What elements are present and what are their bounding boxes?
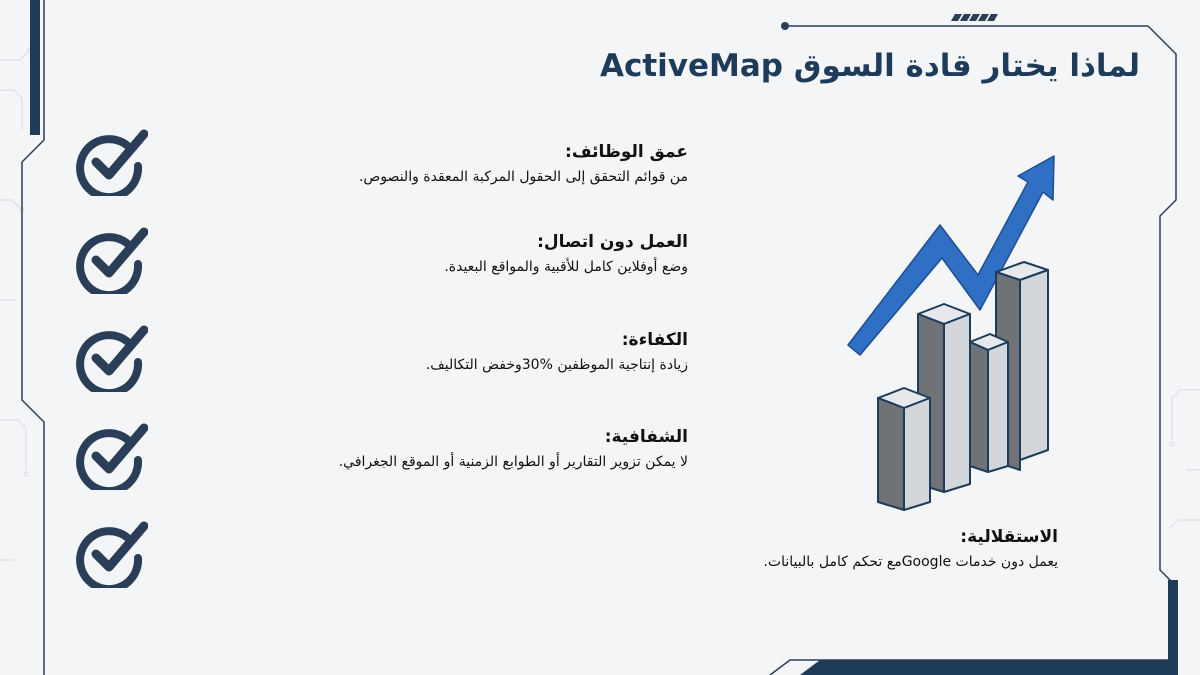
check-circle-icon [74,128,148,196]
check-circle-icon [74,422,148,490]
circuit-pattern-left [0,48,32,560]
feature-description: يعمل دون خدمات Googleمع تحكم كامل بالبيانات. [763,554,1058,570]
feature-item-transparency [248,427,688,470]
check-circle-icon [74,226,148,294]
feature-description: من قوائم التحقق إلى الحقول المركبة المعقدة والنصوص. [358,169,688,185]
feature-description: وضع أوفلاين كامل للأقبية والمواقع البعيدة. [444,259,688,275]
growth-bar-chart-icon [840,150,1070,520]
circuit-pattern-right [1170,390,1200,528]
check-circle-icon [74,520,148,588]
feature-item-functionality [248,142,688,185]
feature-item-efficiency [248,330,688,373]
feature-description: لا يمكن تزوير التقارير أو الطوابع الزمنية أو الموقع الجغرافي. [338,454,688,470]
feature-heading: الاستقلالية: [960,527,1058,547]
check-circle-icon [74,324,148,392]
feature-heading: عمق الوظائف: [565,142,688,162]
feature-heading: العمل دون اتصال: [537,232,688,252]
feature-description: زيادة إنتاجية الموظفين %30وخفض التكاليف. [425,357,688,373]
feature-heading: الكفاءة: [621,330,688,350]
feature-item-offline [248,232,688,275]
slide-title: لماذا يختار قادة السوق ActiveMap [599,48,1140,84]
feature-heading: الشفافية: [604,427,688,447]
feature-item-independence [698,527,1058,570]
